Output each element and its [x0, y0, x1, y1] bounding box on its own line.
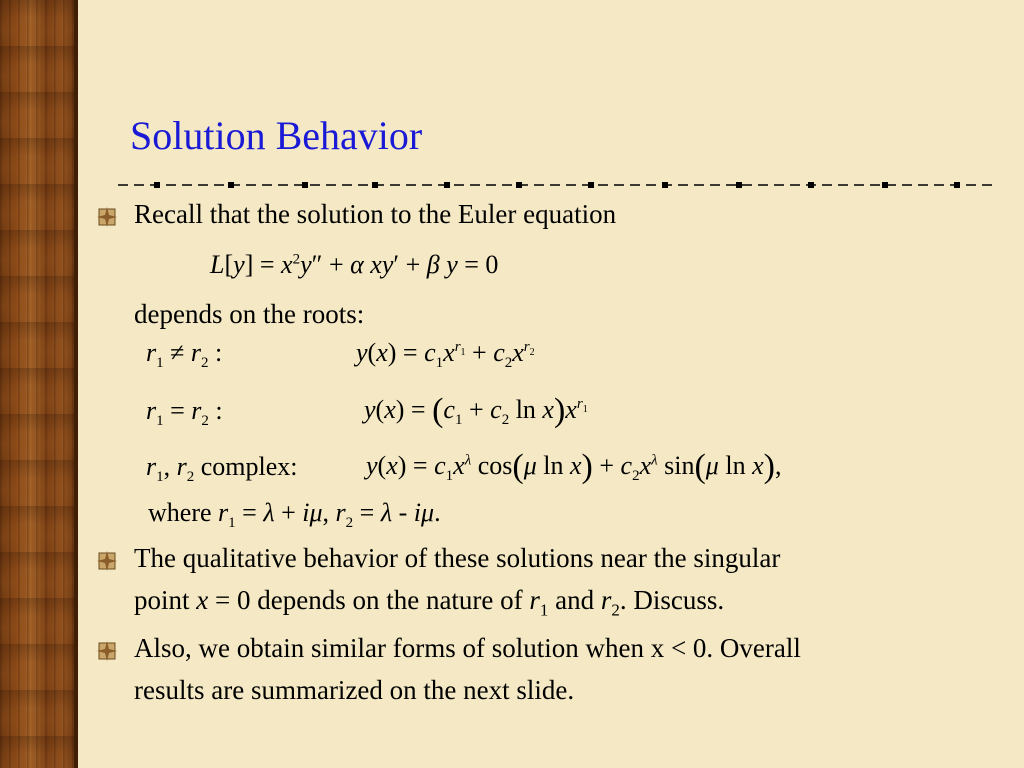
b2-and: and [548, 585, 601, 615]
eq-x2: x [370, 250, 382, 279]
eq-symbol: = [170, 396, 185, 425]
bullet-1-icon [96, 206, 118, 228]
colon-1: : [215, 338, 223, 367]
bullet-2-line-2 [134, 584, 724, 621]
neq-symbol: ≠ [170, 338, 185, 367]
where-line: where $r_1 = \lambda + i\mu$, $r_2 = \lambda - i\mu$. [148, 498, 441, 532]
eq-x1: x [281, 250, 293, 279]
eq-y4: y [446, 250, 458, 279]
wood-edge [74, 0, 78, 768]
ln-1: ln [515, 395, 536, 424]
eq-y1: y [233, 250, 245, 279]
lambda-1: λ [464, 452, 472, 469]
lambda-2: λ [651, 452, 658, 469]
mu-3: μ [309, 498, 323, 527]
complex-word: complex [200, 452, 291, 481]
eq-yp: ′ [393, 250, 400, 279]
eq-y3: y [381, 250, 394, 279]
title-rule [118, 178, 998, 192]
bullet-3-line-2: results are summarized on the next slide. [134, 675, 575, 705]
eq-ypp: ″ [311, 250, 323, 279]
eq-zero: 0 [485, 250, 499, 279]
eq-beta: β [426, 250, 440, 279]
eq-L: L [210, 250, 225, 279]
ln-2: ln [543, 451, 564, 480]
b2-sub1: 1 [539, 600, 549, 620]
b2-sub2: 2 [611, 600, 620, 620]
lambda-3: λ [263, 498, 275, 527]
eq-alpha: α [350, 250, 364, 279]
bullet-1-line-2: depends on the roots: [134, 299, 365, 329]
mu-1: μ [523, 451, 537, 480]
case-1-solution: $y(x) = c_1x^{r_1} + c_2x^{r_2}$ [356, 338, 535, 372]
case-3-condition: $r_1$, $r_2$ complex: [146, 452, 298, 486]
colon-2: : [215, 396, 223, 425]
eq-y2: y [300, 250, 312, 279]
b2-r2: r [600, 585, 612, 615]
case-3-solution: $y(x) = c_1x^\lambda$ cos(μ $\ln x) + c_2x^\lambda$ sin(μ ln x), [366, 448, 782, 485]
mu-4: μ [421, 498, 435, 527]
b2-pre: point [134, 585, 197, 615]
bullet-2-line-1: The qualitative behavior of these solutions near the singular [134, 543, 781, 573]
case-2-condition: $r_1 = r_2$ : [146, 396, 223, 430]
case-2-solution: $y(x) = (c_1 + c_2$ $\ln x)x^{r_1}$ [364, 392, 588, 429]
eq-two: 2 [292, 251, 301, 268]
euler-equation: $L[y] = x^2y'' + \alpha$ xy′ + β y = 0 [210, 250, 499, 279]
bullet-1-line-1: Recall that the solution to the Euler equation [134, 199, 617, 229]
b2-tail: . Discuss. [619, 585, 725, 615]
sin-word: sin [664, 451, 695, 480]
cos-word: cos [477, 451, 513, 480]
case-1-condition: $r_1 \ne r_2$ : [146, 338, 223, 372]
bullet-3-line-1: Also, we obtain similar forms of solution when x < 0. Overall [134, 633, 801, 663]
slide-title: Solution Behavior [130, 113, 423, 158]
wood-sidebar [0, 0, 78, 768]
b2-mid: = 0 depends on the nature of [208, 585, 530, 615]
bullet-3-icon [96, 640, 118, 662]
where-word: where [148, 498, 212, 527]
bullet-2-icon [96, 550, 118, 572]
mu-2: μ [705, 451, 719, 480]
ln-3: ln [725, 451, 746, 480]
lambda-4: λ [380, 498, 393, 527]
b2-x: x [196, 585, 209, 615]
b2-r1: r [529, 585, 540, 615]
